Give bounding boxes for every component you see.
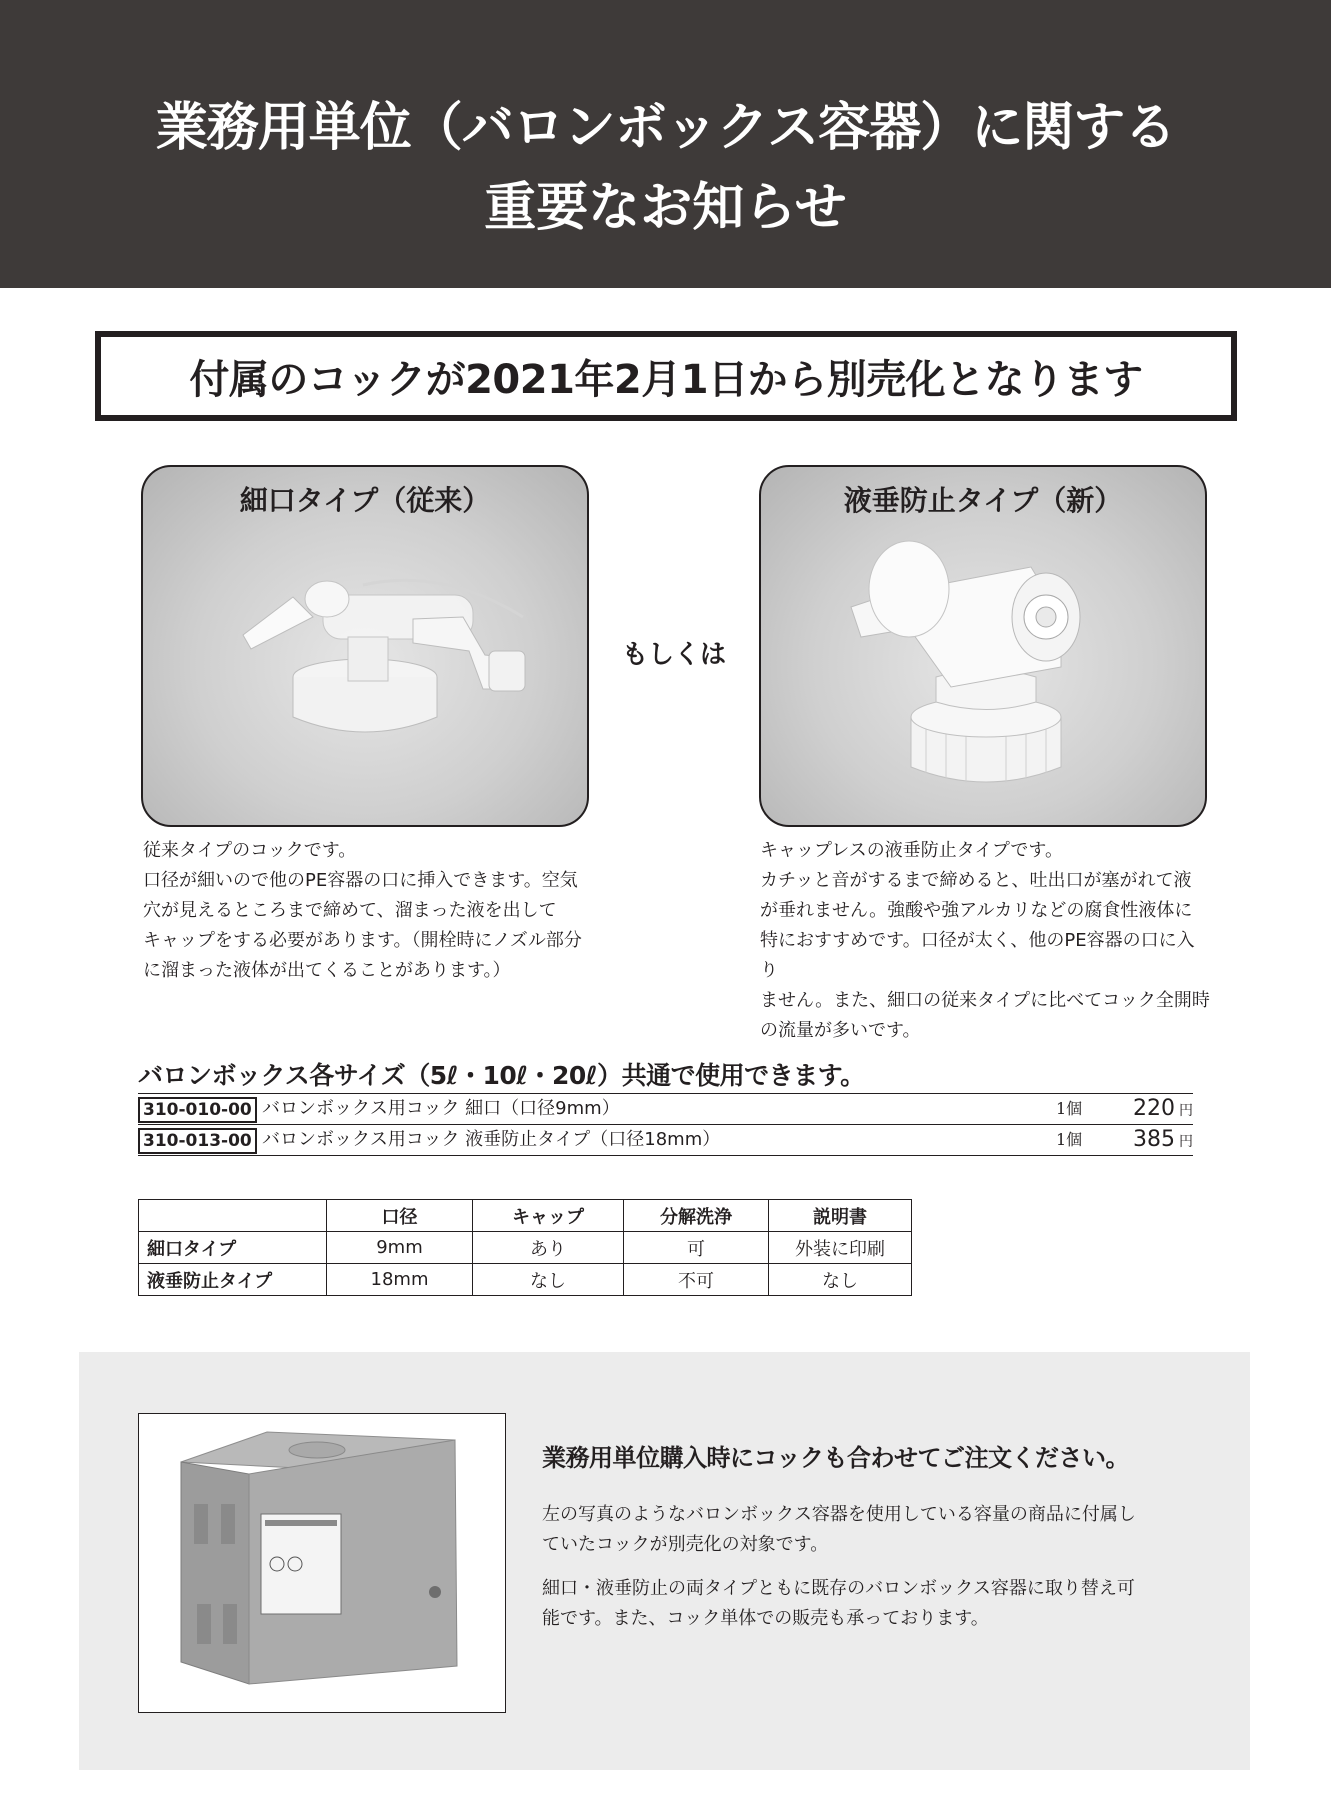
spec-header-cell bbox=[139, 1200, 327, 1232]
spec-cell: 9mm bbox=[327, 1232, 473, 1264]
order-para2-line: 能です。また、コック単体での販売も承っております。 bbox=[542, 1608, 989, 1629]
order-para2-line: 細口・液垂防止の両タイプともに既存のバロンボックス容器に取り替え可 bbox=[542, 1578, 1135, 1599]
narrow-desc-line: に溜まった液体が出てくることがあります。） bbox=[143, 960, 511, 981]
product-name: バロンボックス用コック 細口（口径9mm） bbox=[262, 1098, 620, 1119]
product-row bbox=[138, 1124, 1193, 1156]
narrow-desc-line: 従来タイプのコックです。 bbox=[143, 840, 357, 861]
order-body bbox=[542, 1500, 1182, 1648]
spec-row bbox=[139, 1264, 912, 1296]
product-qty: 1個 bbox=[1056, 1130, 1083, 1149]
page-title-line1: 業務用単位（バロンボックス容器）に関する bbox=[155, 98, 1176, 158]
anti-drip-tap-image bbox=[761, 467, 1207, 827]
spec-cell: 18mm bbox=[327, 1264, 473, 1296]
anti-drip-tap-title: 液垂防止タイプ（新） bbox=[843, 484, 1123, 517]
narrow-desc-line: 穴が見えるところまで締めて、溜まった液を出して bbox=[143, 900, 557, 921]
order-title: 業務用単位購入時にコックも合わせてご注文ください。 bbox=[542, 1444, 1130, 1472]
page-title-line2: 重要なお知らせ bbox=[484, 178, 847, 238]
spec-cell: あり bbox=[473, 1232, 624, 1264]
spec-header-cell: 分解洗浄 bbox=[624, 1200, 769, 1232]
spec-cell: なし bbox=[473, 1264, 624, 1296]
notice-banner: 付属のコックが2021年2月1日から別売化となります bbox=[95, 331, 1237, 421]
product-price: 220 bbox=[1133, 1096, 1175, 1121]
anti-drip-desc-line: 特におすすめです。口径が太く、他のPE容器の口に入り bbox=[760, 930, 1195, 981]
compatibility-heading: バロンボックス各サイズ（5ℓ・10ℓ・20ℓ）共通で使用できます。 bbox=[138, 1061, 865, 1090]
order-paragraph bbox=[542, 1574, 1182, 1634]
anti-drip-desc-line: カチッと音がするまで締めると、吐出口が塞がれて液 bbox=[760, 870, 1192, 891]
anti-drip-desc-line: が垂れません。強酸や強アルカリなどの腐食性液体に bbox=[760, 900, 1193, 921]
spec-cell: 不可 bbox=[624, 1264, 769, 1296]
product-row bbox=[138, 1093, 1193, 1124]
product-name: バロンボックス用コック 液垂防止タイプ（口径18mm） bbox=[262, 1129, 721, 1150]
spec-header-cell: 説明書 bbox=[769, 1200, 912, 1232]
narrow-desc-line: 口径が細いので他のPE容器の口に挿入できます。空気 bbox=[143, 870, 578, 891]
product-code: 310-010-00 bbox=[138, 1097, 257, 1123]
balloon-box-image bbox=[139, 1414, 506, 1713]
spec-header-cell: 口径 bbox=[327, 1200, 473, 1232]
or-label: もしくは bbox=[622, 640, 727, 670]
spec-row-label: 細口タイプ bbox=[139, 1232, 327, 1264]
narrow-tap-image bbox=[143, 467, 589, 827]
spec-cell: 可 bbox=[624, 1232, 769, 1264]
price-unit: 円 bbox=[1179, 1134, 1193, 1150]
narrow-tap-description bbox=[143, 836, 593, 986]
spec-cell: 外装に印刷 bbox=[769, 1232, 912, 1264]
anti-drip-desc-line: の流量が多いです。 bbox=[760, 1020, 921, 1041]
spec-header-row bbox=[139, 1200, 912, 1232]
narrow-desc-line: キャップをする必要があります。（開栓時にノズル部分 bbox=[143, 930, 582, 951]
spec-cell: なし bbox=[769, 1264, 912, 1296]
product-list bbox=[138, 1093, 1193, 1156]
spec-comparison-table bbox=[138, 1199, 912, 1296]
anti-drip-tap-description bbox=[760, 836, 1210, 1046]
anti-drip-tap-photo bbox=[759, 465, 1207, 827]
price-unit: 円 bbox=[1179, 1103, 1193, 1119]
narrow-tap-title: 細口タイプ（従来） bbox=[239, 484, 491, 517]
spec-header-cell: キャップ bbox=[473, 1200, 624, 1232]
narrow-tap-photo bbox=[141, 465, 589, 827]
balloon-box-photo bbox=[138, 1413, 506, 1713]
anti-drip-desc-line: キャップレスの液垂防止タイプです。 bbox=[760, 840, 1063, 861]
product-price: 385 bbox=[1133, 1127, 1175, 1152]
order-para1-line: 左の写真のようなバロンボックス容器を使用している容量の商品に付属し bbox=[542, 1504, 1136, 1525]
order-para1-line: ていたコックが別売化の対象です。 bbox=[542, 1534, 829, 1555]
anti-drip-desc-line: ません。また、細口の従来タイプに比べてコック全開時 bbox=[760, 990, 1210, 1011]
order-paragraph bbox=[542, 1500, 1182, 1560]
product-code: 310-013-00 bbox=[138, 1128, 257, 1154]
spec-row-label: 液垂防止タイプ bbox=[139, 1264, 327, 1296]
product-qty: 1個 bbox=[1056, 1099, 1083, 1118]
spec-row bbox=[139, 1232, 912, 1264]
page-header bbox=[0, 0, 1331, 288]
